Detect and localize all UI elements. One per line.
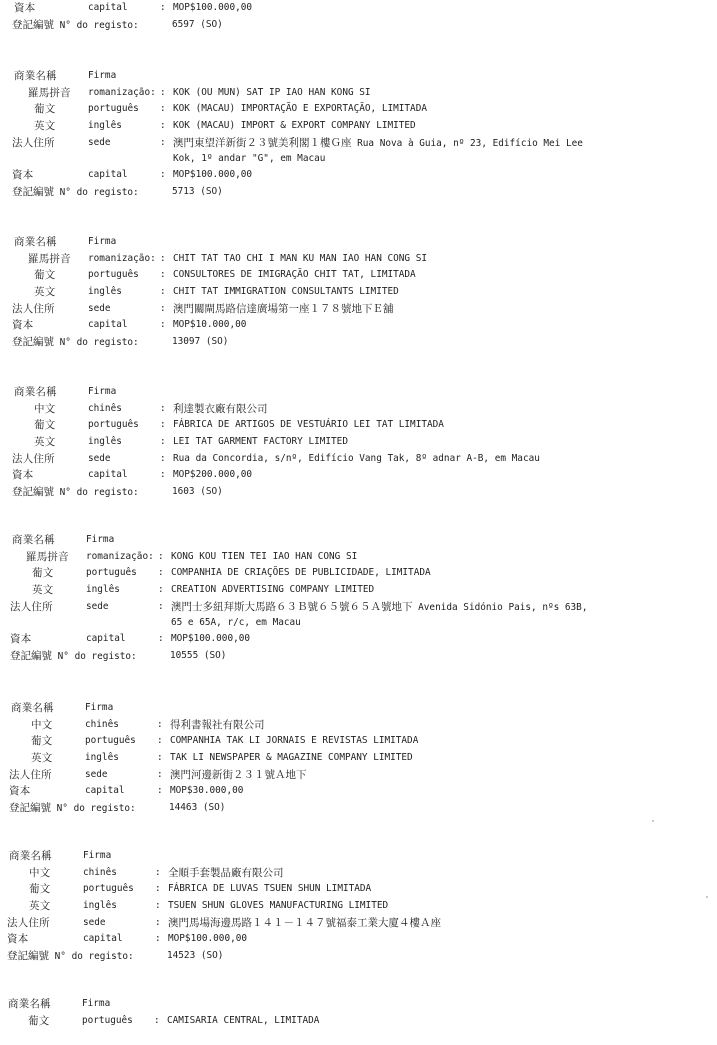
- chines-label-pt: chinês: [88, 402, 122, 414]
- capital-label-pt: capital: [83, 933, 123, 945]
- romanizacao-value: KONG KOU TIEN TEI IAO HAN CONG SI: [171, 550, 358, 562]
- ingles-row: [0, 434, 717, 451]
- registo-row: [0, 334, 717, 351]
- registo-label-zh: 登記編號: [12, 18, 54, 31]
- registo-label: [9, 800, 136, 817]
- firma-header-row: [0, 234, 717, 251]
- sede-label-zh: 法人住所: [9, 768, 52, 781]
- chines-value-wrap: [173, 401, 268, 418]
- capital-row: [0, 167, 717, 184]
- chines-value: 全順手套製品廠有限公司: [168, 866, 284, 879]
- colon-separator: :: [157, 735, 163, 747]
- registo-number: 10555 (SO): [170, 650, 227, 662]
- sede-label-zh: 法人住所: [10, 600, 53, 613]
- firma-label-pt: Firma: [88, 236, 117, 247]
- registo-label-pt: N° do registo:: [59, 337, 139, 349]
- firma-label-zh: 商業名稱: [8, 998, 51, 1010]
- scan-speck: [652, 820, 654, 822]
- firma-header-row: [0, 848, 717, 865]
- sede-label-pt: sede: [88, 302, 111, 314]
- firma-label-zh: 商業名稱: [14, 386, 57, 398]
- romanizacao-label-pt: romanização:: [88, 252, 156, 264]
- registo-label: [12, 184, 139, 201]
- colon-separator: :: [160, 86, 166, 98]
- registo-label-pt: N° do registo:: [56, 803, 136, 815]
- ingles-label-zh: 英文: [34, 120, 56, 133]
- colon-separator: :: [160, 469, 166, 481]
- registo-label: [10, 648, 137, 665]
- capital-value: MOP$10.000,00: [173, 319, 247, 331]
- sede-value-pt: Rua Nova à Guia, nº 23, Edifício Mei Lee: [351, 137, 583, 149]
- chines-label-pt: chinês: [83, 866, 117, 878]
- ingles-label-pt: inglês: [83, 900, 117, 912]
- firma-label-zh: 商業名稱: [14, 70, 57, 82]
- registo-number: 13097 (SO): [172, 336, 229, 348]
- ingles-value: TSUEN SHUN GLOVES MANUFACTURING LIMITED: [168, 900, 389, 912]
- capital-label-zh: 資本: [14, 2, 36, 14]
- chines-value: 得利書報社有限公司: [170, 718, 265, 731]
- entry-fragment-top: [0, 0, 717, 33]
- registo-row: [0, 648, 717, 665]
- romanizacao-row: [0, 251, 717, 268]
- sede-value: [173, 451, 540, 467]
- portugues-label-pt: português: [85, 735, 136, 747]
- colon-separator: :: [157, 785, 163, 797]
- romanizacao-label-zh: 羅馬拼音: [26, 550, 69, 563]
- capital-label-zh: 資本: [12, 469, 34, 482]
- colon-separator: :: [155, 866, 161, 878]
- portugues-row: [0, 565, 717, 582]
- sede-label-pt: sede: [83, 916, 106, 928]
- colon-separator: :: [160, 452, 166, 464]
- sede-label-pt: sede: [88, 452, 111, 464]
- colon-separator: :: [160, 419, 166, 431]
- romanizacao-label-pt: romanização:: [88, 86, 156, 98]
- portugues-label-zh: 葡文: [34, 103, 56, 116]
- portugues-label-pt: português: [88, 103, 139, 115]
- address-continuation-row: [0, 151, 717, 167]
- portugues-label-zh: 葡文: [34, 419, 56, 432]
- colon-separator: :: [154, 1014, 160, 1026]
- romanizacao-value: CHIT TAT TAO CHI I MAN KU MAN IAO HAN CONG SI: [173, 252, 427, 264]
- capital-value: MOP$200.000,00: [173, 469, 253, 481]
- portugues-label-pt: português: [82, 1014, 133, 1026]
- portugues-label-zh: 葡文: [28, 1014, 50, 1027]
- ingles-label-zh: 英文: [32, 584, 54, 597]
- portugues-row: [0, 1013, 717, 1030]
- capital-label-zh: 資本: [12, 319, 34, 332]
- romanizacao-label-pt: romanização:: [86, 550, 154, 562]
- sede-value-zh: 澳門關閘馬路信達廣場第一座１７８號地下Ｅ舖: [173, 302, 394, 315]
- ingles-label-pt: inglês: [88, 436, 122, 448]
- sede-label-pt: sede: [85, 768, 108, 780]
- registo-number: 1603 (SO): [172, 486, 223, 498]
- ingles-label-pt: inglês: [88, 120, 122, 132]
- colon-separator: :: [155, 900, 161, 912]
- colon-separator: :: [155, 916, 161, 928]
- address-continuation-row: [0, 615, 717, 631]
- company-entry: [0, 68, 717, 201]
- firma-label-pt: Firma: [85, 702, 114, 713]
- firma-label-zh: 商業名稱: [9, 850, 52, 862]
- registo-label: [7, 948, 134, 965]
- colon-separator: :: [158, 550, 164, 562]
- chines-label-zh: 中文: [34, 402, 56, 415]
- company-entry: [0, 848, 717, 965]
- capital-label-zh: 資本: [10, 633, 32, 646]
- sede-label-pt: sede: [88, 136, 111, 148]
- portugues-row: [0, 881, 717, 898]
- firma-header-row: [0, 384, 717, 401]
- chines-row: [0, 717, 717, 734]
- romanizacao-label-zh: 羅馬拼音: [28, 252, 71, 265]
- capital-row: [0, 631, 717, 648]
- capital-label-pt: capital: [85, 785, 125, 797]
- capital-value: MOP$100.000,00: [173, 169, 253, 181]
- capital-label-pt: capital: [86, 633, 126, 645]
- registo-label-zh: 登記編號: [7, 950, 49, 963]
- sede-label-zh: 法人住所: [12, 452, 55, 465]
- ingles-label-pt: inglês: [86, 584, 120, 596]
- portugues-value: FÁBRICA DE LUVAS TSUEN SHUN LIMITADA: [168, 883, 372, 895]
- capital-row: [0, 783, 717, 800]
- sede-label-pt: sede: [86, 600, 109, 612]
- registo-label-zh: 登記編號: [12, 486, 54, 499]
- capital-value: MOP$100.000,00: [173, 2, 253, 13]
- colon-separator: :: [160, 103, 166, 115]
- colon-separator: :: [157, 718, 163, 730]
- ingles-value: CHIT TAT IMMIGRATION CONSULTANTS LIMITED: [173, 286, 399, 298]
- colon-separator: :: [157, 768, 163, 780]
- firma-label-zh: 商業名稱: [12, 534, 55, 546]
- ingles-value: KOK (MACAU) IMPORT & EXPORT COMPANY LIMITED: [173, 120, 416, 132]
- chines-label-zh: 中文: [31, 718, 53, 731]
- ingles-label-pt: inglês: [85, 752, 119, 764]
- ingles-row: [0, 284, 717, 301]
- capital-value: MOP$100.000,00: [171, 633, 251, 645]
- sede-value-zh: 澳門東望洋新街２３號美利閣１樓Ｇ座: [173, 136, 352, 149]
- sede-value: [171, 599, 587, 616]
- registo-label-zh: 登記編號: [9, 802, 51, 815]
- colon-separator: :: [158, 584, 164, 596]
- firma-header-row: [0, 532, 717, 549]
- registo-row: [0, 484, 717, 501]
- capital-row: [0, 467, 717, 484]
- colon-separator: :: [157, 752, 163, 764]
- address-continuation: 65 e 65A, r/c, em Macau: [171, 617, 301, 629]
- portugues-label-pt: português: [83, 883, 134, 895]
- registo-label: [12, 334, 139, 351]
- ingles-row: [0, 898, 717, 915]
- capital-label-pt: capital: [88, 2, 128, 13]
- sede-value-pt: Rua da Concordia, s/nº, Edifício Vang Tak, 8º adnar A-B, em Macau: [173, 452, 540, 464]
- sede-row: [0, 599, 717, 616]
- romanizacao-label-zh: 羅馬拼音: [28, 86, 71, 99]
- capital-label-pt: capital: [88, 319, 128, 331]
- portugues-row: [0, 101, 717, 118]
- portugues-row: [0, 417, 717, 434]
- ingles-label-zh: 英文: [31, 752, 53, 765]
- sede-row: [0, 767, 717, 784]
- romanizacao-value: KOK (OU MUN) SAT IP IAO HAN KONG SI: [173, 86, 371, 98]
- firma-header-row: [0, 68, 717, 85]
- ingles-value: CREATION ADVERTISING COMPANY LIMITED: [171, 584, 375, 596]
- company-entry: [0, 700, 717, 817]
- colon-separator: :: [158, 567, 164, 579]
- sede-row: [0, 301, 717, 318]
- colon-separator: :: [160, 169, 166, 181]
- sede-value-zh: 澳門河邊新街２３１號Ａ地下: [170, 768, 307, 781]
- chines-label-zh: 中文: [29, 866, 51, 879]
- registo-label-zh: 登記編號: [12, 186, 54, 199]
- colon-separator: :: [158, 633, 164, 645]
- registo-label-zh: 登記編號: [10, 650, 52, 663]
- sede-value: [168, 915, 441, 932]
- sede-label-zh: 法人住所: [7, 916, 50, 929]
- firma-label-pt: Firma: [88, 386, 117, 397]
- firma-label-zh: 商業名稱: [14, 236, 57, 248]
- sede-value-zh: 澳門士多紐拜斯大馬路６３Ｂ號６５號６５Ａ號地下: [171, 600, 413, 613]
- portugues-label-zh: 葡文: [34, 269, 56, 282]
- ingles-label-zh: 英文: [29, 900, 51, 913]
- colon-separator: :: [160, 136, 166, 148]
- registo-label-zh: 登記編號: [12, 336, 54, 349]
- chines-value-wrap: [170, 717, 265, 734]
- capital-label-pt: capital: [88, 169, 128, 181]
- colon-separator: :: [160, 2, 166, 13]
- registo-label-pt: N° do registo:: [59, 487, 139, 499]
- portugues-label-zh: 葡文: [29, 883, 51, 896]
- scan-speck: [706, 896, 708, 898]
- firma-label-zh: 商業名稱: [11, 702, 54, 714]
- sede-value: [173, 135, 583, 152]
- address-continuation: Kok, 1º andar "G", em Macau: [173, 153, 326, 165]
- portugues-label-zh: 葡文: [31, 735, 53, 748]
- ingles-value: LEI TAT GARMENT FACTORY LIMITED: [173, 436, 348, 448]
- capital-label-zh: 資本: [9, 785, 31, 798]
- colon-separator: :: [160, 252, 166, 264]
- sede-value: [170, 767, 307, 784]
- portugues-row: [0, 733, 717, 750]
- colon-separator: :: [160, 269, 166, 281]
- portugues-label-pt: português: [86, 567, 137, 579]
- registo-number: 5713 (SO): [172, 186, 223, 198]
- firma-label-pt: Firma: [88, 70, 117, 81]
- sede-label-zh: 法人住所: [12, 136, 55, 149]
- registo-label-pt: N° do registo:: [54, 951, 134, 963]
- firma-label-pt: Firma: [86, 534, 115, 545]
- colon-separator: :: [160, 436, 166, 448]
- firma-label-pt: Firma: [82, 998, 111, 1009]
- portugues-value: COMPANHIA TAK LI JORNAIS E REVISTAS LIMITADA: [170, 735, 419, 747]
- registo-row: [0, 948, 717, 965]
- colon-separator: :: [155, 933, 161, 945]
- chines-value-wrap: [168, 865, 284, 882]
- colon-separator: :: [160, 302, 166, 314]
- sede-label-zh: 法人住所: [12, 302, 55, 315]
- romanizacao-row: [0, 85, 717, 102]
- colon-separator: :: [155, 883, 161, 895]
- registo-label-pt: N° do registo:: [57, 651, 137, 663]
- chines-row: [0, 865, 717, 882]
- colon-separator: :: [158, 600, 164, 612]
- romanizacao-row: [0, 549, 717, 566]
- portugues-label-pt: português: [88, 269, 139, 281]
- capital-label-pt: capital: [88, 469, 128, 481]
- colon-separator: :: [160, 319, 166, 331]
- firma-header-row: [0, 996, 717, 1013]
- portugues-value: KOK (MACAU) IMPORTAÇÃO E EXPORTAÇÃO, LIMITADA: [173, 103, 427, 115]
- registo-label-pt: N° do registo:: [59, 19, 139, 31]
- capital-label-zh: 資本: [12, 169, 34, 182]
- registo-row: [0, 184, 717, 201]
- capital-row: [0, 931, 717, 948]
- colon-separator: :: [160, 120, 166, 132]
- ingles-row: [0, 582, 717, 599]
- chines-value: 利達製衣廠有限公司: [173, 402, 268, 415]
- chines-row: [0, 401, 717, 418]
- colon-separator: :: [160, 286, 166, 298]
- chines-label-pt: chinês: [85, 718, 119, 730]
- portugues-label-zh: 葡文: [32, 567, 54, 580]
- capital-value: MOP$100.000,00: [168, 933, 248, 945]
- portugues-label-pt: português: [88, 419, 139, 431]
- sede-row: [0, 915, 717, 932]
- sede-row: [0, 135, 717, 152]
- portugues-value: COMPANHIA DE CRIAÇÕES DE PUBLICIDADE, LIMITADA: [171, 567, 431, 579]
- capital-label-zh: 資本: [7, 933, 29, 946]
- sede-value-pt: Avenida Sidónio Pais, nºs 63B,: [412, 601, 588, 613]
- company-entry: [0, 532, 717, 665]
- company-entry: [0, 996, 717, 1029]
- portugues-value: CONSULTORES DE IMIGRAÇÃO CHIT TAT, LIMITADA: [173, 269, 416, 281]
- registo-label: [12, 484, 139, 501]
- company-entry: [0, 234, 717, 351]
- ingles-label-zh: 英文: [34, 436, 56, 449]
- registo-number: 14463 (SO): [169, 802, 226, 814]
- registo-row: [0, 17, 717, 34]
- capital-value: MOP$30.000,00: [170, 785, 244, 797]
- firma-label-pt: Firma: [83, 850, 112, 861]
- capital-row: [0, 317, 717, 334]
- sede-row: [0, 451, 717, 468]
- registo-row: [0, 800, 717, 817]
- sede-value-zh: 澳門馬場海邊馬路１４１－１４７號福泰工業大廈４樓Ａ座: [168, 916, 441, 929]
- firma-header-row: [0, 700, 717, 717]
- portugues-value: CAMISARIA CENTRAL, LIMITADA: [167, 1014, 320, 1026]
- registo-label-pt: N° do registo:: [59, 187, 139, 199]
- portugues-value: FÁBRICA DE ARTIGOS DE VESTUÁRIO LEI TAT LIMITADA: [173, 419, 444, 431]
- ingles-row: [0, 750, 717, 767]
- registo-number: 6597 (SO): [172, 18, 223, 30]
- company-entry: [0, 384, 717, 501]
- sede-value: [173, 301, 394, 318]
- portugues-row: [0, 267, 717, 284]
- capital-row: [0, 0, 717, 17]
- ingles-row: [0, 118, 717, 135]
- ingles-label-pt: inglês: [88, 286, 122, 298]
- registo-number: 14523 (SO): [167, 950, 224, 962]
- ingles-label-zh: 英文: [34, 286, 56, 299]
- colon-separator: :: [160, 402, 166, 414]
- registo-label: [12, 17, 139, 34]
- ingles-value: TAK LI NEWSPAPER & MAGAZINE COMPANY LIMITED: [170, 752, 413, 764]
